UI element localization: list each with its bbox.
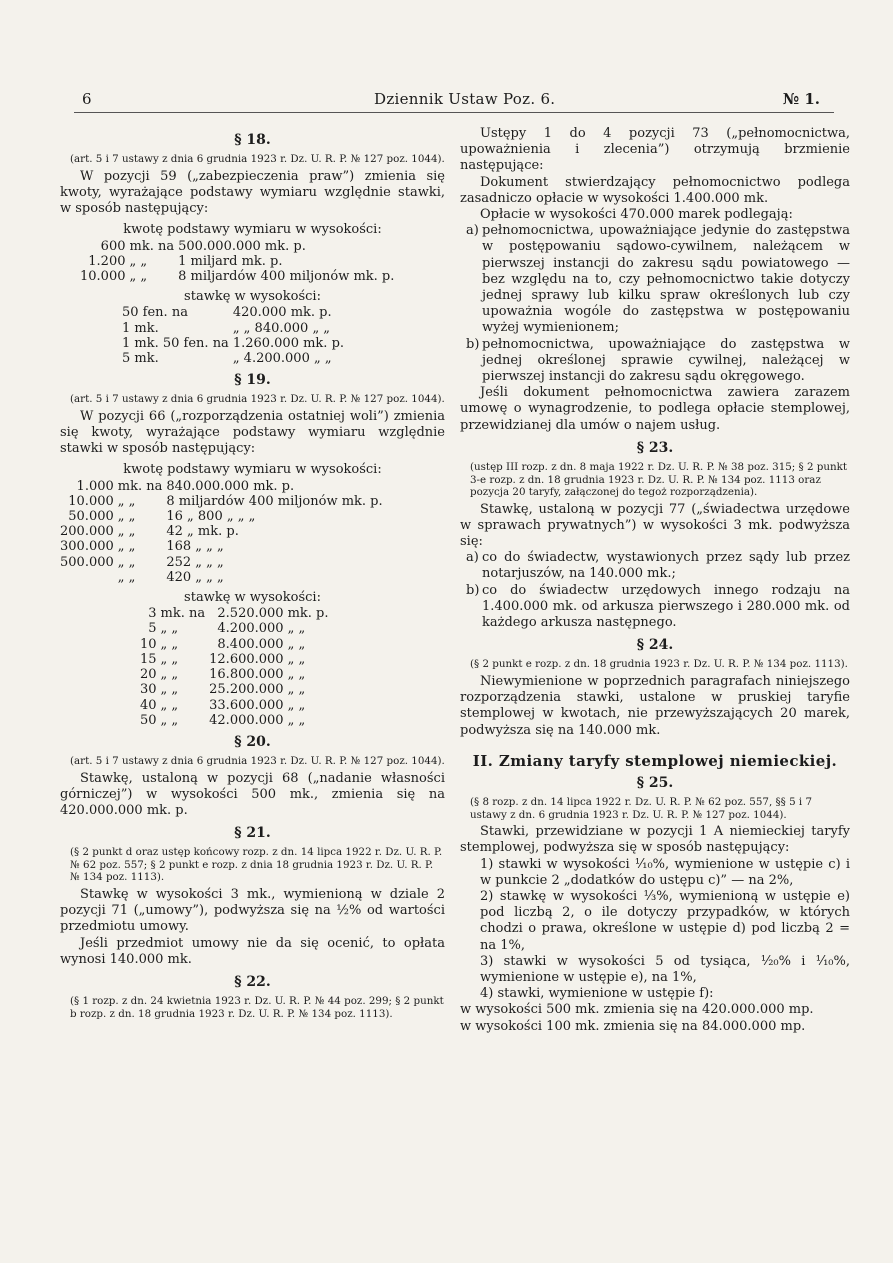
s23-item-b bbox=[460, 583, 850, 632]
s22-item-a bbox=[460, 223, 850, 336]
s19-rate-table bbox=[140, 606, 333, 728]
s19-heading: § 19. bbox=[234, 372, 271, 389]
table-row: 10 „ „ 8.400.000 „ „ bbox=[140, 636, 306, 652]
table-row: 1 mk. „ „ 840.000 „ „ bbox=[122, 320, 331, 336]
s21-text-1: Stawkę w wysokości 3 mk., wymienioną w dziale 2 pozycji 71 („umowy”), podwyższa się na ½% od wartości przedmiotu umowy. bbox=[60, 886, 445, 935]
s25-item-3: 3) stawki w wysokości 5 od tysiąca, ⅟₂₀% i ⅟₁₀%, wymienione w ustępie e), na 1%, bbox=[480, 953, 850, 985]
page-number: 6 bbox=[82, 90, 92, 108]
table-row: 5 mk. „ 4.200.000 „ „ bbox=[122, 350, 332, 366]
table-row: 10.000 „ „ 8 miljardów 400 miljonów mk. p. bbox=[80, 268, 395, 284]
list-text: pełnomocnictwa, upoważniające do zastępstwa w jednej określonej sprawie cywilnej, należącej w pierwszej instancji do zakresu sądu okręgowego. bbox=[482, 336, 850, 385]
table-row: 10.000 „ „ 8 miljardów 400 miljonów mk. p. bbox=[68, 493, 383, 509]
s25-item-4-line-2: w wysokości 100 mk. zmienia się na 84.000.000 mp. bbox=[460, 1018, 806, 1034]
table-row: 50 „ „ 42.000.000 „ „ bbox=[140, 712, 306, 728]
table-row: 50 fen. na 420.000 mk. p. bbox=[122, 305, 332, 321]
table-row: 5 „ „ 4.200.000 „ „ bbox=[148, 621, 306, 637]
table-row: 15 „ „ 12.600.000 „ „ bbox=[140, 651, 306, 667]
s25-item-1: 1) stawki w wysokości ⅟₁₀%, wymienione w ustępie c) i w punkcie 2 „dodatków do ustępu c)” — na 2%, bbox=[480, 856, 850, 888]
table-row: 3 mk. na 2.520.000 mk. p. bbox=[148, 606, 329, 622]
s19-reference: (art. 5 i 7 ustawy z dnia 6 grudnia 1923 r. Dz. U. R. P. № 127 poz. 1044). bbox=[70, 393, 445, 406]
s24-reference: (§ 2 punkt e rozp. z dn. 18 grudnia 1923 r. Dz. U. R. P. № 134 poz. 1113). bbox=[470, 658, 848, 671]
s23-item-a bbox=[460, 550, 850, 582]
s18-base-label: kwotę podstawy wymiaru w wysokości: bbox=[123, 222, 382, 238]
table-row: 200.000 „ „ 42 „ mk. p. bbox=[60, 524, 239, 540]
s21-heading: § 21. bbox=[234, 825, 271, 842]
s22-item-b bbox=[460, 337, 850, 386]
page-header bbox=[74, 86, 834, 113]
right-column bbox=[460, 126, 850, 1035]
table-row: 500.000 „ „ 252 „ „ „ bbox=[60, 554, 224, 570]
s19-base-label: kwotę podstawy wymiaru w wysokości: bbox=[123, 462, 382, 478]
s22-paragraph-2: Dokument stwierdzający pełnomocnictwo podlega zasadniczo opłacie w wysokości 1.400.000 mk. bbox=[460, 174, 850, 206]
s22-paragraph-3: Opłacie w wysokości 470.000 marek podlegają: bbox=[480, 207, 793, 223]
left-column bbox=[60, 126, 445, 1023]
s19-intro: W pozycji 66 („rozporządzenia ostatniej woli”) zmienia się kwoty, wyrażające podstawy wymiaru względnie stawki w sposób następujący: bbox=[60, 408, 445, 457]
table-row: 300.000 „ „ 168 „ „ „ bbox=[60, 539, 224, 555]
s24-text: Niewymienione w poprzednich paragrafach niniejszego rozporządzenia stawki, ustalone w pruskiej taryfie stemplowej w kwotach, nie przewyższających 20 marek, podwyższa się na 140.000 mk. bbox=[460, 673, 850, 738]
s25-item-4-line-1: w wysokości 500 mk. zmienia się na 420.000.000 mp. bbox=[460, 1002, 814, 1018]
journal-title: Dziennik Ustaw Poz. 6. bbox=[374, 90, 556, 108]
s24-heading: § 24. bbox=[636, 637, 674, 654]
table-row: 20 „ „ 16.800.000 „ „ bbox=[140, 667, 306, 683]
s18-rate-table bbox=[122, 305, 348, 366]
s18-intro: W pozycji 59 („zabezpieczenia praw”) zmienia się kwoty, wyrażające podstawy wymiaru względnie stawki, w sposób następujący: bbox=[60, 168, 445, 217]
table-row: 1.200 „ „ 1 miljard mk. p. bbox=[88, 253, 283, 269]
s20-text: Stawkę, ustaloną w pozycji 68 („nadanie własności górniczej”) w wysokości 500 mk., zmienia się na 420.000.000 mk. p. bbox=[60, 770, 445, 819]
s25-intro: Stawki, przewidziane w pozycji 1 A niemieckiej taryfy stemplowej, podwyższa się w sposób następujący: bbox=[460, 824, 850, 856]
s23-intro: Stawkę, ustaloną w pozycji 77 („świadectwa urzędowe w sprawach prywatnych”) w wysokości 3 mk. podwyższa się: bbox=[460, 501, 850, 549]
s20-reference: (art. 5 i 7 ustawy z dnia 6 grudnia 1923 r. Dz. U. R. P. № 127 poz. 1044). bbox=[70, 755, 445, 768]
s19-base-table bbox=[60, 479, 387, 585]
s18-reference: (art. 5 i 7 ustawy z dnia 6 grudnia 1923 r. Dz. U. R. P. № 127 poz. 1044). bbox=[70, 153, 445, 166]
table-row: 30 „ „ 25.200.000 „ „ bbox=[140, 682, 306, 698]
table-row: 1 mk. 50 fen. na 1.260.000 mk. p. bbox=[122, 335, 345, 351]
list-label: a) bbox=[466, 550, 479, 566]
s25-item-2: 2) stawkę w wysokości ⅓%, wymienioną w ustępie e) pod liczbą 2, o ile dotyczy przypadków, w których chodzi o prawa, określone w ustępie d) pod liczbą 2 = na 1%, bbox=[480, 888, 850, 953]
table-row: 50.000 „ „ 16 „ 800 „ „ „ bbox=[68, 509, 256, 525]
section-2-title: II. Zmiany taryfy stemplowej niemieckiej. bbox=[472, 751, 838, 770]
s23-heading: § 23. bbox=[636, 439, 674, 456]
table-row: 600 mk. na 500.000.000 mk. p. bbox=[100, 238, 306, 254]
list-text: co do świadectw, wystawionych przez sądy lub przez notarjuszów, na 140.000 mk.; bbox=[482, 550, 850, 582]
s18-base-table bbox=[80, 239, 398, 285]
list-text: pełnomocnictwa, upoważniające jedynie do zastępstwa w postępowaniu sądowo-cywilnem, należącem w pierwszej instancji do zakresu sądu powiatowego — bez względu na to, czy pełnomocnictwo takie dotyczy jednej sprawy lub kilku spraw określonych lub czy upoważnia wogóle do zastępstwa w postępowaniu wyżej wymienionem; bbox=[482, 223, 850, 336]
s21-text-2: Jeśli przedmiot umowy nie da się ocenić, to opłata wynosi 140.000 mk. bbox=[60, 935, 445, 967]
list-label: b) bbox=[466, 582, 480, 598]
s21-reference: (§ 2 punkt d oraz ustęp końcowy rozp. z dn. 14 lipca 1922 r. Dz. U. R. P. № 62 poz. 557; § 2 punkt e rozp. z dnia 18 grudnia 1923 r. Dz. U. R. P. № 134 poz. 1113). bbox=[70, 846, 443, 884]
s22-heading: § 22. bbox=[234, 973, 271, 990]
s20-heading: § 20. bbox=[234, 733, 271, 750]
list-text: co do świadectw urzędowych innego rodzaju na 1.400.000 mk. od arkusza pierwszego i 280.000 mk. od każdego arkusza następnego. bbox=[482, 582, 850, 630]
s18-heading: § 18. bbox=[234, 132, 271, 148]
list-label: a) bbox=[466, 223, 479, 239]
s25-reference: (§ 8 rozp. z dn. 14 lipca 1922 r. Dz. U. R. P. № 62 poz. 557, §§ 5 i 7 ustawy z dn. 6 grudnia 1923 r. Dz. U. R. P. № 127 poz. 1044). bbox=[470, 796, 813, 821]
s22-paragraph-1: Ustępy 1 do 4 pozycji 73 („pełnomocnictwa, upoważnienia i zlecenia”) otrzymują brzmienie następujące: bbox=[460, 126, 850, 174]
s22-paragraph-4: Jeśli dokument pełnomocnictwa zawiera zarazem umowę o wynagrodzenie, to podlega opłacie stemplowej, przewidzianej dla umów o najem usług. bbox=[460, 385, 850, 433]
s25-item-4: 4) stawki, wymienione w ustępie f): bbox=[480, 986, 714, 1002]
s18-rate-label: stawkę w wysokości: bbox=[184, 289, 321, 305]
s25-heading: § 25. bbox=[636, 774, 674, 791]
issue-number: № 1. bbox=[782, 90, 820, 108]
s19-rate-label: stawkę w wysokości: bbox=[184, 590, 321, 606]
table-row: 1.000 mk. na 840.000.000 mk. p. bbox=[76, 478, 295, 494]
list-label: b) bbox=[466, 336, 480, 352]
table-row: 40 „ „ 33.600.000 „ „ bbox=[140, 697, 306, 713]
table-row: „ „ 420 „ „ „ bbox=[117, 569, 224, 585]
s23-reference: (ustęp III rozp. z dn. 8 maja 1922 r. Dz. U. R. P. № 38 poz. 315; § 2 punkt 3-e rozp. z dn. 18 grudnia 1923 r. Dz. U. R. P. № 134 poz. 1113 oraz pozycja 20 taryfy, załączonej do tegoż rozporządzenia). bbox=[470, 461, 848, 499]
s22-reference: (§ 1 rozp. z dn. 24 kwietnia 1923 r. Dz. U. R. P. № 44 poz. 299; § 2 punkt b rozp. z dn. 18 grudnia 1923 r. Dz. U. R. P. № 134 poz. 1113). bbox=[70, 995, 444, 1020]
